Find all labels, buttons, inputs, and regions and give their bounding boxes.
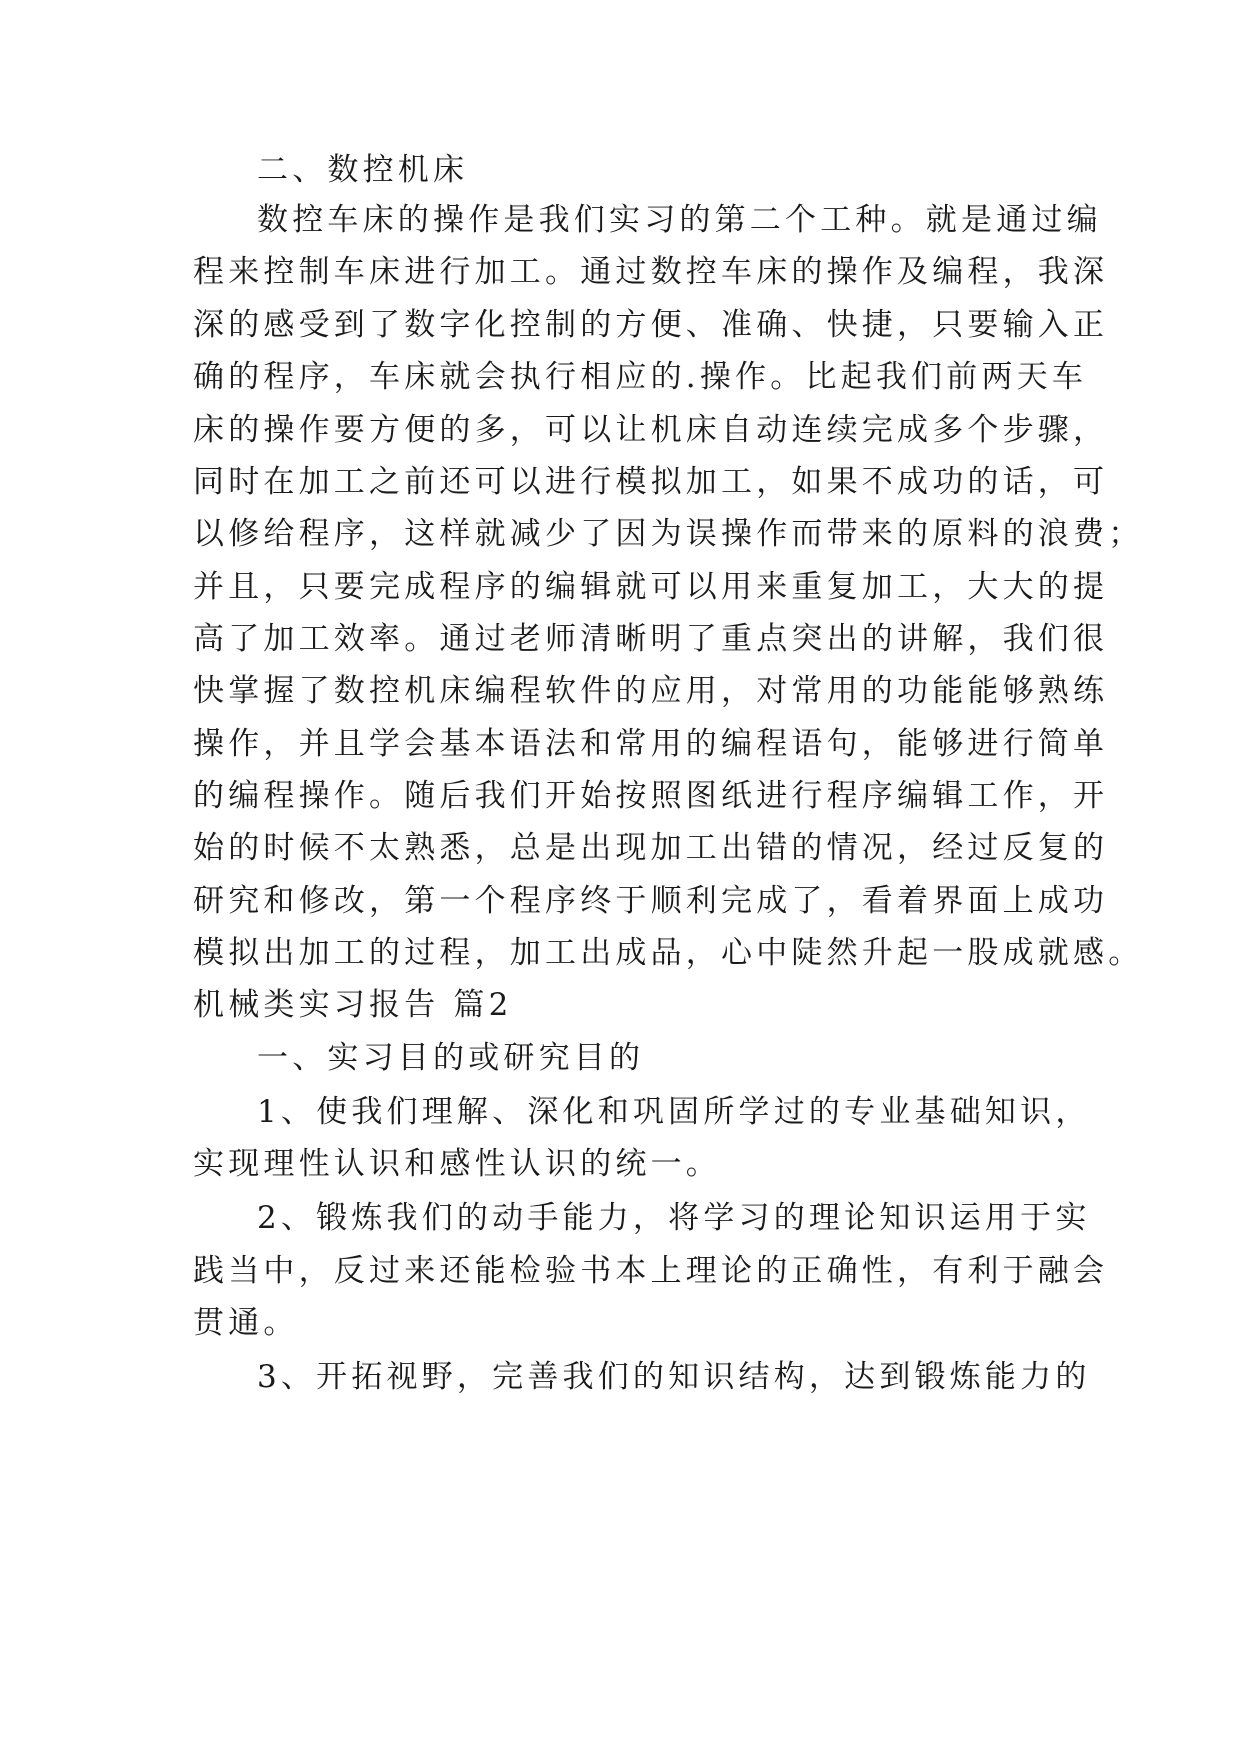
list-item-line: 2、锻炼我们的动手能力，将学习的理论知识运用于实 <box>257 1200 1091 1236</box>
report-title: 机械类实习报告 篇2 <box>193 987 513 1023</box>
paragraph-line: 以修给程序，这样就减少了因为误操作而带来的原料的浪费； <box>193 516 1144 552</box>
list-item-line: 践当中，反过来还能检验书本上理论的正确性，有利于融会 <box>193 1253 1109 1289</box>
list-item-line: 实现理性认识和感性认识的统一。 <box>193 1146 721 1182</box>
section-heading: 一、实习目的或研究目的 <box>257 1040 645 1076</box>
paragraph-line: 数控车床的操作是我们实习的第二个工种。就是通过编 <box>257 202 1102 238</box>
list-item-line: 3、开拓视野，完善我们的知识结构，达到锻炼能力的 <box>257 1359 1091 1395</box>
list-item-line: 贯通。 <box>193 1305 299 1341</box>
paragraph-line: 床的操作要方便的多，可以让机床自动连续完成多个步骤， <box>193 412 1109 448</box>
paragraph-line: 始的时候不太熟悉，总是出现加工出错的情况，经过反复的 <box>193 830 1109 866</box>
list-item-line: 1、使我们理解、深化和巩固所学过的专业基础知识， <box>257 1094 1091 1130</box>
paragraph-line: 并且，只要完成程序的编辑就可以用来重复加工，大大的提 <box>193 569 1109 605</box>
paragraph-line: 模拟出加工的过程，加工出成品，心中陡然升起一股成就感。 <box>193 935 1144 971</box>
section-heading: 二、数控机床 <box>257 152 469 188</box>
paragraph-line: 快掌握了数控机床编程软件的应用，对常用的功能能够熟练 <box>193 673 1109 709</box>
paragraph-line: 同时在加工之前还可以进行模拟加工，如果不成功的话，可 <box>193 464 1109 500</box>
paragraph-line: 深的感受到了数字化控制的方便、准确、快捷，只要输入正 <box>193 307 1109 343</box>
paragraph-line: 操作，并且学会基本语法和常用的编程语句，能够进行简单 <box>193 726 1109 762</box>
paragraph-line: 的编程操作。随后我们开始按照图纸进行程序编辑工作，开 <box>193 778 1109 814</box>
paragraph-line: 确的程序，车床就会执行相应的.操作。比起我们前两天车 <box>193 359 1088 395</box>
paragraph-line: 研究和修改，第一个程序终于顺利完成了，看着界面上成功 <box>193 883 1109 919</box>
paragraph-line: 高了加工效率。通过老师清晰明了重点突出的讲解，我们很 <box>193 621 1109 657</box>
paragraph-line: 程来控制车床进行加工。通过数控车床的操作及编程，我深 <box>193 254 1109 290</box>
